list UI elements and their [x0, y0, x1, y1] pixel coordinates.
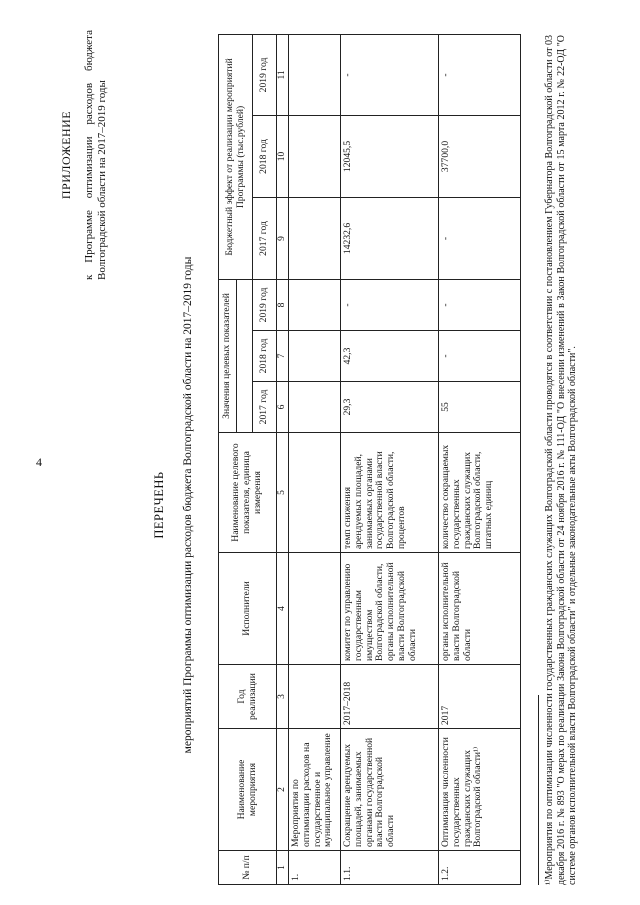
row-effect-2019	[289, 34, 341, 115]
row-name: Сокращение арендуемых площадей, занимаемых органами государственной власти Волгоградской области	[341, 729, 439, 851]
column-number: 9	[277, 197, 289, 279]
row-effect-2017: -	[439, 197, 521, 279]
row-indicator	[289, 433, 341, 553]
column-number: 1	[277, 851, 289, 885]
header-indicator: Наименование целевого показателя, единица измерения	[219, 433, 277, 553]
header-name: Наименование мероприятия	[219, 729, 277, 851]
column-number: 4	[277, 553, 289, 665]
column-number: 6	[277, 382, 289, 433]
table-row	[341, 34, 439, 884]
row-effect-2018	[289, 115, 341, 197]
row-indicator: темп снижения арендуемых площадей, занимаемых органами государственной власти Волгоградской области, процентов	[341, 433, 439, 553]
table-row	[289, 34, 341, 884]
column-number: 3	[277, 665, 289, 729]
header-effect-2018: 2018 год	[253, 115, 277, 197]
column-number: 7	[277, 331, 289, 382]
row-num: 1.1.	[341, 851, 439, 885]
header-target-2018: 2018 год	[253, 331, 277, 382]
row-value-2019	[289, 279, 341, 330]
header-effect-2019: 2019 год	[253, 34, 277, 115]
row-effect-2018: 37700,0	[439, 115, 521, 197]
header-effect-2017: 2017 год	[253, 197, 277, 279]
row-num: 1.2.	[439, 851, 521, 885]
header-target-2019: 2019 год	[253, 279, 277, 330]
row-value-2018: 42,3	[341, 331, 439, 382]
row-num: 1.	[289, 851, 341, 885]
row-value-2018	[289, 331, 341, 382]
appendix-text: к Программе оптимизации расходов бюджета Волгоградской области на 2017–2019 годы	[83, 30, 109, 280]
row-value-2018: -	[439, 331, 521, 382]
row-effect-2018: 12045,5	[341, 115, 439, 197]
row-value-2019: -	[439, 279, 521, 330]
row-year: 2017–2018	[341, 665, 439, 729]
header-target-values: Значения целевых показателей	[219, 279, 237, 432]
row-value-2017: 29,3	[341, 382, 439, 433]
header-target-2017: 2017 год	[253, 382, 277, 433]
document-title: ПЕРЕЧЕНЬ	[152, 471, 166, 539]
row-effect-2019: -	[341, 34, 439, 115]
table-row	[439, 34, 521, 884]
header-spacer	[237, 279, 253, 432]
column-number: 8	[277, 279, 289, 330]
row-name: Мероприятия по оптимизации расходов на государственное и муниципальное управление	[289, 729, 341, 851]
row-effect-2017: 14232,6	[341, 197, 439, 279]
row-effect-2017	[289, 197, 341, 279]
document-subtitle: мероприятий Программы оптимизации расходов бюджета Волгоградской области на 2017–2019 годы	[182, 256, 194, 754]
header-executors: Исполнители	[219, 553, 277, 665]
column-number: 5	[277, 433, 289, 553]
row-value-2019: -	[341, 279, 439, 330]
column-number: 11	[277, 34, 289, 115]
row-year: 2017	[439, 665, 521, 729]
page-number: 4	[36, 455, 42, 469]
row-executors: органы исполнительной власти Волгоградской области	[439, 553, 521, 665]
row-effect-2019: -	[439, 34, 521, 115]
row-indicator: количество сокращаемых государственных гражданских служащих Волгоградской области, штатных единиц	[439, 433, 521, 553]
appendix-heading: ПРИЛОЖЕНИЕ	[59, 110, 73, 200]
measures-table	[218, 34, 521, 885]
footnote-separator	[538, 695, 539, 885]
column-number: 10	[277, 115, 289, 197]
appendix-block	[60, 30, 109, 280]
row-executors: комитет по управлению государственным имуществом Волгоградской области, органы исполнительной власти Волгоградской области	[341, 553, 439, 665]
header-budget-effect: Бюджетный эффект от реализации мероприятий Программы (тыс.рублей)	[219, 34, 253, 279]
row-name: Оптимизация численности государственных гражданских служащих Волгоградской области¹⁾	[439, 729, 521, 851]
column-number: 2	[277, 729, 289, 851]
row-value-2017	[289, 382, 341, 433]
header-year: Год реализации	[219, 665, 277, 729]
header-num: № п/п	[219, 851, 277, 885]
row-value-2017: 55	[439, 382, 521, 433]
row-executors	[289, 553, 341, 665]
footnote: ¹⁾Мероприятия по оптимизации численности государственных гражданских служащих Волгоградской области проводятся в соответствии с постановлением Губернатора Волгоградской области от 03 декабря 2016 г. № 893 "О мерах по реализации Закона Волгоградской области от 24 ноября 2016 г. № 111-ОД "О внесении изменений в Закон Волгоградской области от 15 марта 2012 г. № 22-ОД "О системе органов исполнительной власти Волгоградской области" и отдельные законодательные акты Волгоградской области".	[544, 35, 578, 885]
row-year	[289, 665, 341, 729]
